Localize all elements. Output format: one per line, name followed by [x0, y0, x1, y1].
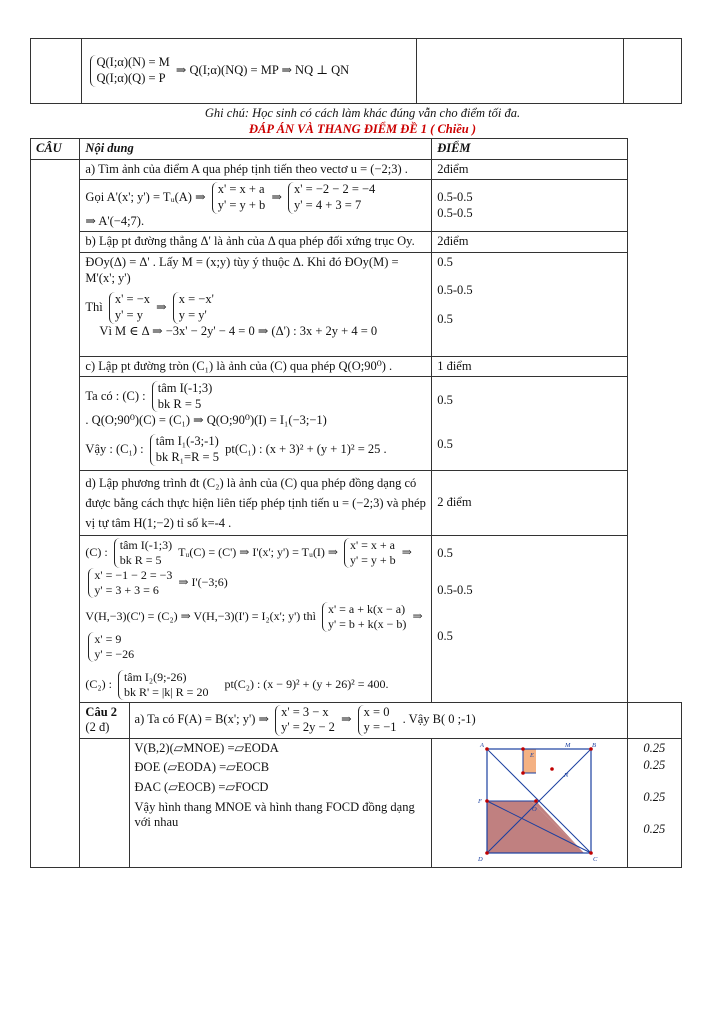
label-d: D [478, 855, 483, 863]
answer-title: ĐÁP ÁN VÀ THANG ĐIỂM ĐỀ 1 ( Chiều ) [249, 122, 476, 136]
header-noidung: Nội dung [80, 139, 432, 160]
top-cell-content: Q(I;α)(N) = M Q(I;α)(Q) = P ⇒ Q(I;α)(NQ) = MP ⇒ NQ ⊥ QN [82, 39, 416, 104]
row-c-solution: Ta có : (C) : tâm I(-1;3) bk R = 5 . Q(O;90⁰)(C) = (C₁) ⇒ Q(O;90⁰)(I) = I₁(−3;−1) Vậy : (C₁) : tâm I₁(-3;-1) bk R₁=R = 5 pt(C₁) : (x + 3)² + (y + 1)² = 25 . 0.5 0.5 [31, 377, 682, 470]
label-b: B [592, 741, 597, 749]
label-e: E [530, 751, 535, 759]
top-cell-score [624, 39, 682, 104]
row-b-solution: ĐOy(Δ) = Δ' . Lấy M = (x;y) tùy ý thuộc Δ. Khi đó ĐOy(M) = M'(x'; y') Thì x' = −x y' = y ⇒ x = −x' y = y' Vì M ∈ Δ ⇒ −3x' − 2y' − 4 = 0 ⇒ (Δ') : 3x + 2y + 4 = 0 0.5 0.5-0.5 0.5 [31, 253, 682, 356]
label-c: C [593, 855, 598, 863]
row-a-question: a) Tìm ảnh của điểm A qua phép tịnh tiến theo vectơ u = (−2;3) . 2điểm [31, 159, 682, 180]
grading-note: Ghi chú: Học sinh có cách làm khác đúng vẫn cho điểm tối đa. [204, 106, 521, 120]
answer-table [30, 138, 682, 868]
cau1-cell [31, 159, 80, 868]
top-system: Q(I;α)(N) = M Q(I;α)(Q) = P [90, 55, 169, 86]
label-m: M [565, 741, 571, 749]
row-q2b: V(B,2)(▱MNOE) =▱EODA ĐOE (▱EODA) =▱EOCB ĐAC (▱EOCB) =▱FOCD Vậy hình thang MNOE và hình thang FOCD đồng dạng với nhau A M B E N F O D C 0.25 0.25 0.25 0.25 [31, 738, 682, 868]
label-f: F [478, 797, 483, 805]
row-q2a: Câu 2 (2 đ) a) Ta có F(A) = B(x'; y') ⇒ x' = 3 − x y' = 2y − 2 ⇒ x = 0 y = −1 . Vậy B( 0 ;-1) [31, 702, 682, 738]
figure-cell [432, 738, 627, 868]
header-row [31, 139, 682, 160]
top-table [30, 38, 682, 104]
row-c-question: c) Lập pt đường tròn (C₁) là ảnh của (C) qua phép Q(O;90⁰) . 1 điểm [31, 356, 682, 377]
top-cell-blank [416, 39, 624, 104]
row-d-solution: (C) : tâm I(-1;3) bk R = 5 Tᵤ(C) = (C') ⇒ I'(x'; y') = Tᵤ(I) ⇒ x' = x + a y' = y + b ⇒ x' = −1 − 2 = −3 y' = 3 + 3 = 6 ⇒ I'(−3;6) V(H,−3)(C') = (C₂) ⇒ V(H,−3)(I') = I₂(x'; y') thì x' = a + k(x − a) y' = b + k(x − b) ⇒ x' = 9 y' = −26 (C₂) : tâm I₂(9;-26) bk R' = |k| R = 20 pt(C₂) : (x − 9)² + (y + 26)² = 400. 0.5 0.5-0.5 0.5 [31, 535, 682, 702]
header-diem: ĐIỂM [432, 139, 627, 160]
row-b-question: b) Lập pt đường thẳng Δ' là ảnh của Δ qua phép đối xứng trục Oy. 2điểm [31, 232, 682, 253]
square-figure [432, 739, 622, 863]
label-n: N [564, 771, 569, 779]
header-cau: CÂU [31, 139, 80, 160]
top-cell-empty [31, 39, 82, 104]
row-d-question: d) Lập phương trình đt (C₂) là ảnh của (C) qua phép đồng dạng có được bằng cách thực hiện liên tiếp phép tịnh tiến u = (−2;3) và phép vị tự tâm H(1;−2) tỉ số k=-4 . 2 điểm [31, 470, 682, 535]
row-a-solution: Gọi A'(x'; y') = Tᵤ(A) ⇒ x' = x + a y' = y + b ⇒ x' = −2 − 2 = −4 y' = 4 + 3 = 7 ⇒ A'(−4;7). 0.5-0.5 0.5-0.5 [31, 180, 682, 232]
label-o: O [532, 805, 537, 813]
label-a: A [480, 741, 485, 749]
